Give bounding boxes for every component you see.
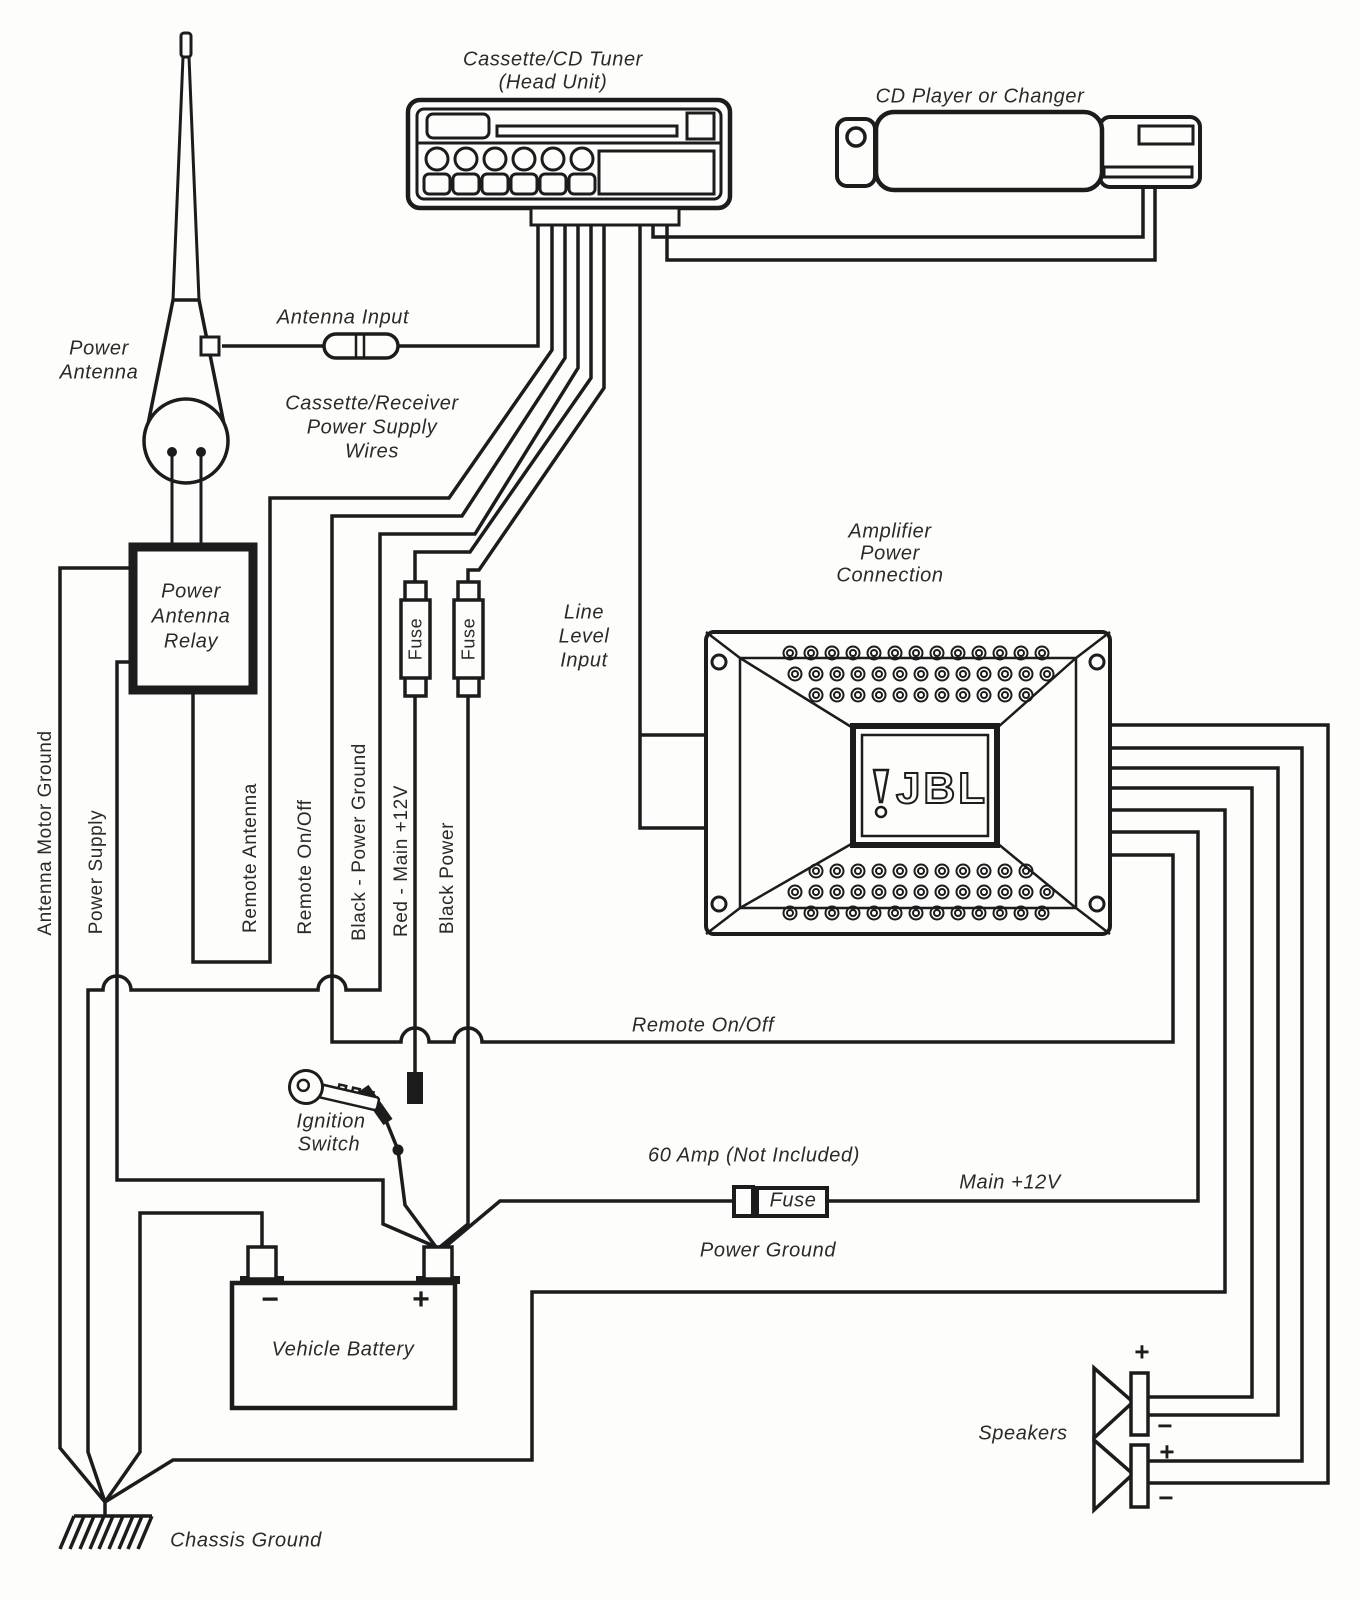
relay-label-1: Power — [161, 580, 221, 603]
power-antenna — [144, 33, 228, 547]
chassis-ground-label: Chassis Ground — [170, 1529, 322, 1552]
head-unit-label-1: Cassette/CD Tuner — [463, 48, 643, 71]
battery-plus-sign: + — [412, 1283, 430, 1316]
jbl-logo-text: JBL — [895, 764, 989, 813]
head-unit-eject-button — [687, 113, 714, 139]
head-unit-cassette-door — [427, 114, 489, 138]
speakers-label: Speakers — [978, 1422, 1068, 1445]
power-antenna-label-1: Power — [69, 337, 129, 360]
fuse-60a-label: 60 Amp (Not Included) — [648, 1144, 860, 1167]
battery-plus-post — [424, 1247, 452, 1279]
chassis-ground-symbol — [60, 1516, 152, 1549]
head-unit-connector-strip — [531, 208, 679, 225]
speaker2-plus-sign: + — [1159, 1436, 1175, 1467]
wire-line-level — [640, 224, 706, 828]
supply-wires-label-2: Power Supply — [306, 416, 438, 439]
wire-label-red-main-12v: Red - Main +12V — [391, 784, 412, 938]
speaker1-driver — [1131, 1373, 1148, 1435]
head-unit-cd-slot — [497, 126, 677, 136]
fuse-label-red: Fuse — [405, 617, 426, 661]
speakers — [1094, 1368, 1148, 1510]
switch-terminal — [407, 1072, 423, 1104]
wire-speaker2-minus — [1110, 725, 1328, 1483]
amplifier-label-1: Amplifier — [848, 520, 932, 543]
wire-label-antenna-motor-ground: Antenna Motor Ground — [35, 730, 56, 936]
switch-pivot — [393, 1145, 404, 1156]
wire-speaker1-plus — [1110, 788, 1252, 1397]
wire-label-remote-on-off: Remote On/Off — [295, 799, 316, 935]
power-antenna-label-2: Antenna — [59, 361, 139, 384]
speaker1-minus-sign: − — [1157, 1410, 1173, 1441]
cd-player — [837, 112, 1200, 190]
battery-minus-sign: − — [261, 1283, 279, 1316]
battery-minus-post — [248, 1247, 276, 1279]
fuse-label-black: Fuse — [458, 617, 479, 661]
cd-player-label: CD Player or Changer — [875, 85, 1085, 108]
speaker1-cone — [1094, 1368, 1133, 1438]
antenna-side-connector — [201, 337, 219, 355]
wire-label-black-power: Black Power — [437, 821, 458, 935]
antenna-pin-right — [196, 447, 206, 457]
wire-antenna-motor-ground — [60, 568, 133, 1502]
wire-power-supply — [117, 662, 436, 1247]
wire-label-remote-antenna: Remote Antenna — [240, 783, 261, 933]
supply-wires-label-3: Wires — [345, 440, 399, 463]
speaker2-cone — [1094, 1440, 1133, 1510]
wire-label-black-power-ground: Black - Power Ground — [349, 743, 370, 941]
main-12v-label: Main +12V — [959, 1171, 1061, 1194]
antenna-input-label: Antenna Input — [276, 306, 410, 329]
antenna-base — [144, 399, 228, 483]
ignition-label-2: Switch — [297, 1133, 361, 1156]
antenna-input-connector — [324, 334, 398, 358]
remote-on-off-label: Remote On/Off — [631, 1014, 775, 1037]
supply-wires-label-1: Cassette/Receiver — [285, 392, 459, 415]
wire-black-power — [440, 224, 604, 1247]
line-level-label-1: Line — [563, 601, 605, 624]
cd-player-right-display — [1139, 126, 1193, 144]
cd-player-body — [876, 112, 1102, 190]
head-unit-display — [599, 151, 714, 194]
speaker2-minus-sign: − — [1158, 1482, 1174, 1513]
vehicle-battery-label: Vehicle Battery — [271, 1338, 415, 1361]
amplifier-label-2: Power — [860, 542, 920, 565]
head-unit-label-2: (Head Unit) — [498, 71, 608, 94]
power-ground-label: Power Ground — [699, 1239, 837, 1262]
speaker2-driver — [1131, 1445, 1148, 1507]
antenna-pin-left — [167, 447, 177, 457]
relay-label-3: Relay — [163, 630, 219, 653]
fuse-60a-text: Fuse — [769, 1189, 817, 1212]
cd-player-slot — [1104, 167, 1192, 177]
amplifier-label-3: Connection — [836, 564, 944, 587]
vehicle-battery — [232, 1247, 460, 1408]
antenna-tip — [181, 33, 191, 57]
antenna-mast — [173, 57, 199, 300]
line-level-label-3: Input — [560, 649, 608, 672]
wire-label-power-supply: Power Supply — [86, 809, 107, 935]
ignition-label-1: Ignition — [296, 1110, 366, 1133]
head-unit — [408, 100, 730, 225]
amplifier — [706, 632, 1110, 934]
speaker1-plus-sign: + — [1134, 1336, 1150, 1367]
cd-player-button — [847, 128, 865, 146]
line-level-label-2: Level — [558, 625, 610, 648]
relay-label-2: Antenna — [151, 605, 231, 628]
